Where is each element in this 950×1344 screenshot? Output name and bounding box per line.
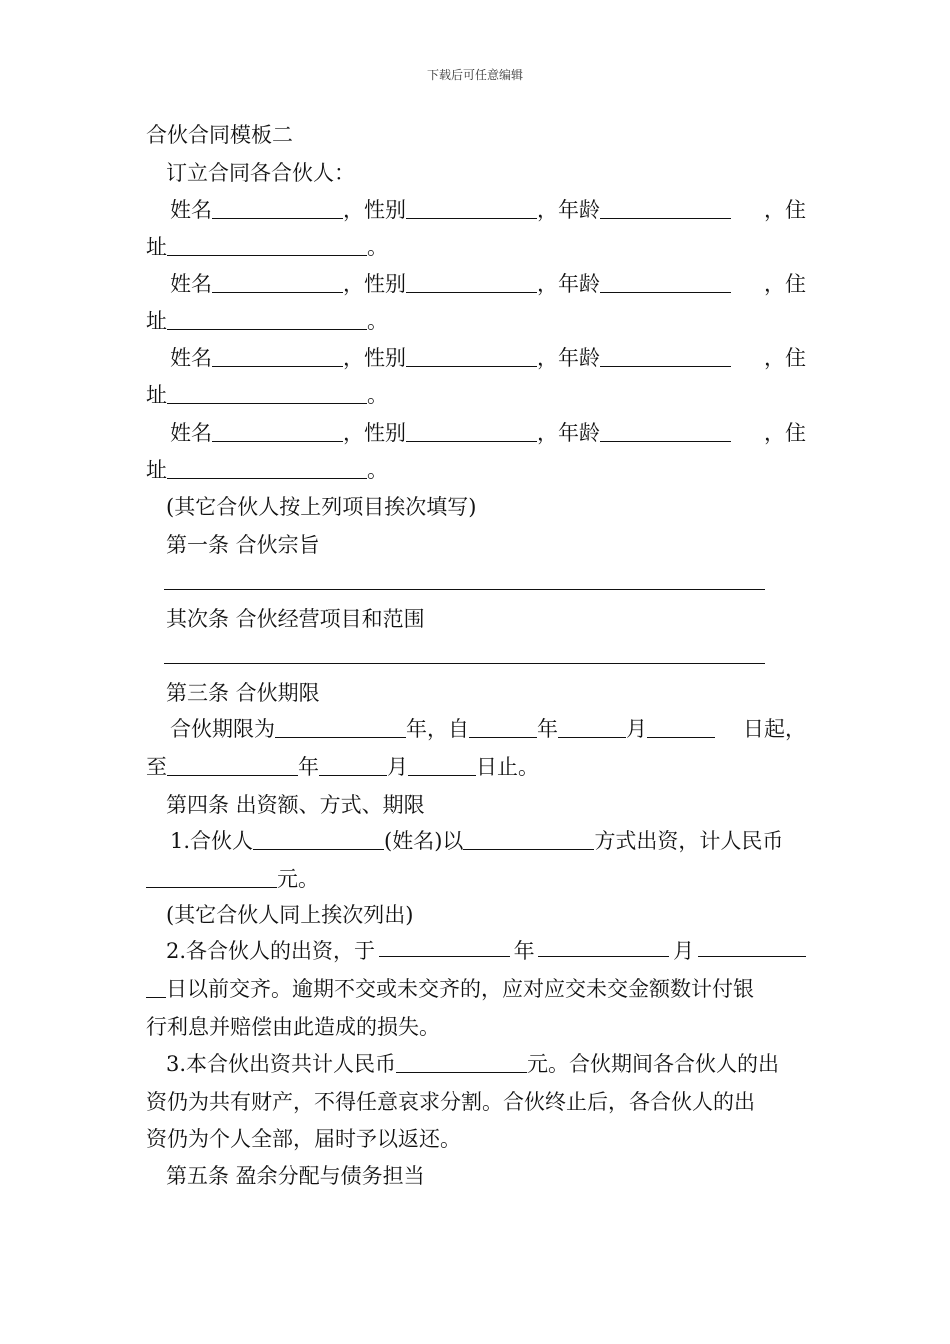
partner-line-4 — [146, 418, 806, 448]
gender-field[interactable] — [406, 198, 537, 219]
start-year-field[interactable] — [469, 717, 537, 738]
gender-field[interactable] — [406, 421, 537, 442]
address-label-start: ，住 — [764, 272, 806, 296]
clause-2-line-3: 行利息并赔偿由此造成的损失。 — [146, 1015, 440, 1039]
gender-label: ，性别 — [343, 346, 406, 370]
period: 。 — [367, 383, 388, 407]
age-field[interactable] — [600, 198, 731, 219]
gender-label: ，性别 — [343, 198, 406, 222]
month-label: 月 — [387, 755, 408, 779]
clause-1-partner-label: 1.合伙人 — [170, 829, 254, 853]
note-other-partners: (其它合伙人按上列项目挨次填写) — [166, 495, 477, 519]
clause-1-method-label: (姓名)以 — [384, 829, 464, 853]
age-label: ，年龄 — [537, 198, 600, 222]
partner-address-line-1 — [146, 232, 806, 262]
name-label: 姓名 — [170, 198, 212, 222]
article-2-blank-line[interactable] — [164, 663, 765, 664]
address-label-start: ，住 — [764, 421, 806, 445]
period: 。 — [367, 309, 388, 333]
address-label-start: ，住 — [764, 346, 806, 370]
address-field[interactable] — [167, 309, 367, 330]
address-label-end: 址 — [146, 235, 167, 259]
day-end-label: 日止。 — [476, 755, 539, 779]
note-other-partners-2: (其它合伙人同上挨次列出) — [166, 903, 414, 927]
term-line-2 — [146, 752, 806, 782]
partner-line-2 — [146, 269, 806, 299]
address-label-start: ，住 — [764, 198, 806, 222]
start-month-field[interactable] — [558, 717, 626, 738]
term-years-field[interactable] — [275, 717, 406, 738]
age-label: ，年龄 — [537, 346, 600, 370]
day-start-label: 日起， — [743, 717, 806, 741]
partner-address-line-3 — [146, 380, 806, 410]
name-field[interactable] — [212, 198, 343, 219]
term-line-1 — [146, 714, 806, 744]
clause-3-line-3: 资仍为个人全部，届时予以返还。 — [146, 1127, 461, 1151]
name-field[interactable] — [212, 272, 343, 293]
name-label: 姓名 — [170, 421, 212, 445]
document-title: 合伙合同模板二 — [146, 123, 293, 147]
contribution-amount-field[interactable] — [146, 867, 277, 888]
clause-2-line-1 — [146, 936, 806, 966]
age-field[interactable] — [600, 346, 731, 367]
term-to-label: 至 — [146, 755, 167, 779]
partner-line-1 — [146, 195, 806, 225]
clause-2-label: 2.各合伙人的出资，于 — [166, 939, 376, 963]
article-3-heading: 第三条 合伙期限 — [166, 681, 320, 705]
age-label: ，年龄 — [537, 272, 600, 296]
total-capital-field[interactable] — [396, 1052, 527, 1073]
partner-name-field[interactable] — [253, 829, 384, 850]
year-label: 年 — [298, 755, 319, 779]
name-field[interactable] — [212, 421, 343, 442]
clause-1-line-2 — [146, 864, 806, 894]
age-label: ，年龄 — [537, 421, 600, 445]
gender-field[interactable] — [406, 346, 537, 367]
article-1-blank-line[interactable] — [164, 589, 765, 590]
clause-3-label: 3.本合伙出资共计人民币 — [166, 1052, 397, 1076]
article-5-heading: 第五条 盈余分配与债务担当 — [166, 1164, 425, 1188]
article-2-heading: 其次条 合伙经营项目和范围 — [166, 607, 425, 631]
article-4-heading: 第四条 出资额、方式、期限 — [166, 793, 425, 817]
year-label: 年 — [513, 939, 535, 963]
page-header: 下载后可任意编辑 — [426, 68, 523, 82]
gender-label: ，性别 — [343, 421, 406, 445]
month-label: 月 — [673, 939, 695, 963]
name-label: 姓名 — [170, 272, 212, 296]
address-field[interactable] — [167, 383, 367, 404]
clause-2-text: 日以前交齐。逾期不交或未交齐的，应对应交未交金额数计付银 — [166, 977, 754, 1001]
term-label: 合伙期限为 — [170, 717, 275, 741]
clause-1-line-1 — [146, 826, 830, 856]
yuan-label: 元。 — [277, 867, 319, 891]
gender-label: ，性别 — [343, 272, 406, 296]
gender-field[interactable] — [406, 272, 537, 293]
address-label-end: 址 — [146, 458, 167, 482]
period: 。 — [367, 458, 388, 482]
name-field[interactable] — [212, 346, 343, 367]
end-year-field[interactable] — [167, 755, 298, 776]
age-field[interactable] — [600, 421, 731, 442]
term-from-label: 年，自 — [406, 717, 469, 741]
address-field[interactable] — [167, 235, 367, 256]
deadline-year-field[interactable] — [379, 936, 510, 957]
name-label: 姓名 — [170, 346, 212, 370]
year-label: 年 — [537, 717, 558, 741]
deadline-month-field[interactable] — [538, 936, 669, 957]
article-1-heading: 第一条 合伙宗旨 — [166, 533, 320, 557]
start-day-field[interactable] — [647, 717, 715, 738]
clause-1-amount-label: 方式出资，计人民币 — [594, 829, 784, 853]
period: 。 — [367, 235, 388, 259]
month-label: 月 — [626, 717, 647, 741]
intro-text: 订立合同各合伙人： — [166, 161, 355, 185]
clause-3-line-1 — [146, 1049, 826, 1079]
clause-3-line-2: 资仍为共有财产，不得任意哀求分割。合伙终止后，各合伙人的出 — [146, 1090, 755, 1114]
address-label-end: 址 — [146, 383, 167, 407]
clause-3-text: 元。合伙期间各合伙人的出 — [527, 1052, 780, 1076]
clause-2-line-2 — [146, 974, 806, 1004]
age-field[interactable] — [600, 272, 731, 293]
partner-line-3 — [146, 343, 806, 373]
contribution-method-field[interactable] — [463, 829, 594, 850]
address-field[interactable] — [167, 458, 367, 479]
end-month-field[interactable] — [319, 755, 387, 776]
partner-address-line-4 — [146, 455, 806, 485]
address-label-end: 址 — [146, 309, 167, 333]
deadline-day-field-cont[interactable] — [146, 977, 166, 998]
deadline-day-field[interactable] — [698, 936, 806, 957]
partner-address-line-2 — [146, 306, 806, 336]
end-day-field[interactable] — [408, 755, 476, 776]
